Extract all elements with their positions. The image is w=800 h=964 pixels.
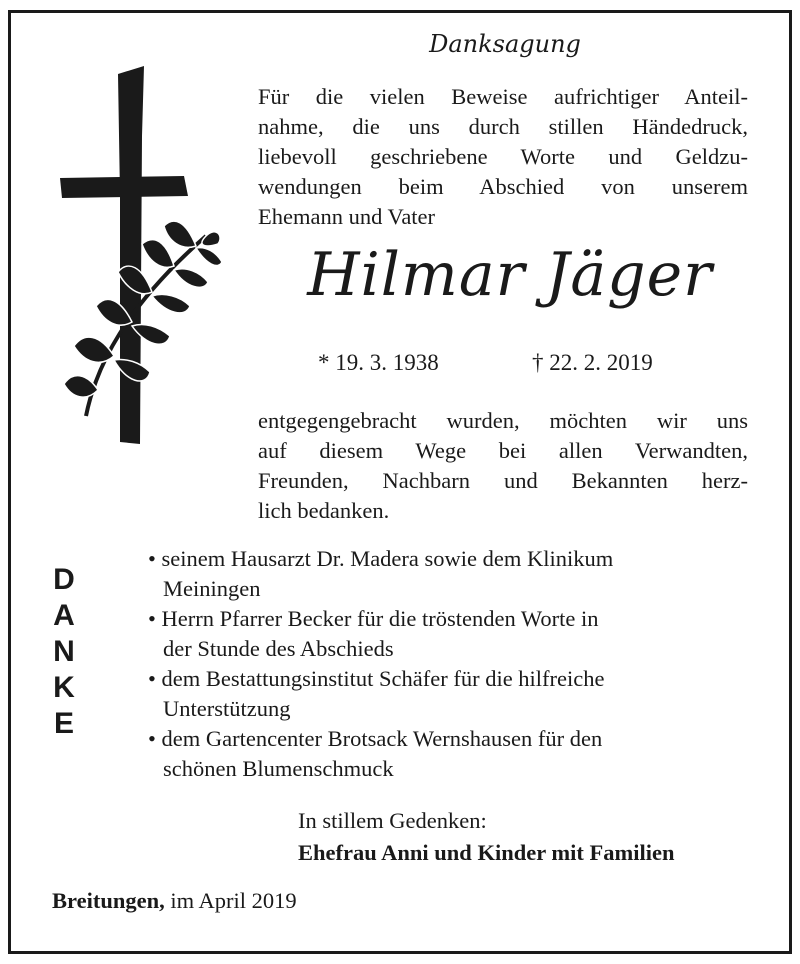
list-item-line: Unterstützung bbox=[163, 696, 291, 721]
list-item-line: Meiningen bbox=[163, 576, 261, 601]
body-line: auf diesem Wege bei allen Verwandten, bbox=[258, 438, 748, 463]
thanks-list bbox=[148, 544, 748, 784]
list-item-line: • Herrn Pfarrer Becker für die tröstenden Worte in bbox=[148, 606, 599, 631]
intro-line: Ehemann und Vater bbox=[258, 204, 436, 229]
danke-letter: N bbox=[53, 635, 75, 668]
deceased-name: Hilmar Jäger bbox=[307, 240, 713, 310]
intro-paragraph bbox=[258, 82, 748, 232]
intro-line: Für die vielen Beweise aufrichtiger Anteil- bbox=[258, 84, 748, 109]
danke-letter: D bbox=[53, 563, 75, 596]
list-item-line: schönen Blumenschmuck bbox=[163, 756, 394, 781]
list-item-line: • dem Bestattungsinstitut Schäfer für die hilfreiche bbox=[148, 666, 605, 691]
closing-signatories: Ehefrau Anni und Kinder mit Familien bbox=[298, 840, 675, 865]
body-line: Freunden, Nachbarn und Bekannten herz- bbox=[258, 468, 748, 493]
danke-vertical-word bbox=[48, 562, 80, 742]
list-item-line: • dem Gartencenter Brotsack Wernshausen für den bbox=[148, 726, 603, 751]
place-town: Breitungen, bbox=[52, 888, 165, 913]
thanks-paragraph bbox=[258, 406, 748, 526]
intro-line: nahme, die uns durch stillen Händedruck, bbox=[258, 114, 748, 139]
list-item bbox=[148, 544, 748, 604]
list-item-line: der Stunde des Abschieds bbox=[163, 636, 394, 661]
danke-letter: K bbox=[53, 671, 75, 704]
cross-with-palm-branch-icon bbox=[56, 66, 226, 446]
body-line: entgegengebracht wurden, möchten wir uns bbox=[258, 408, 748, 433]
intro-line: liebevoll geschriebene Worte und Geldzu- bbox=[258, 144, 748, 169]
danke-letter: A bbox=[53, 599, 75, 632]
closing-remembrance: In stillem Gedenken: bbox=[298, 808, 487, 833]
list-item bbox=[148, 604, 748, 664]
place-and-date bbox=[52, 888, 297, 914]
list-item bbox=[148, 664, 748, 724]
list-item-line: • seinem Hausarzt Dr. Madera sowie dem Klinikum bbox=[148, 546, 614, 571]
body-line: lich bedanken. bbox=[258, 498, 390, 523]
intro-line: wendungen beim Abschied von unserem bbox=[258, 174, 748, 199]
danke-letter: E bbox=[53, 707, 74, 740]
list-item bbox=[148, 724, 748, 784]
place-date: im April 2019 bbox=[164, 888, 297, 913]
death-date: † 22. 2. 2019 bbox=[532, 350, 653, 375]
birth-date: * 19. 3. 1938 bbox=[318, 350, 439, 375]
heading-danksagung: Danksagung bbox=[429, 30, 581, 58]
